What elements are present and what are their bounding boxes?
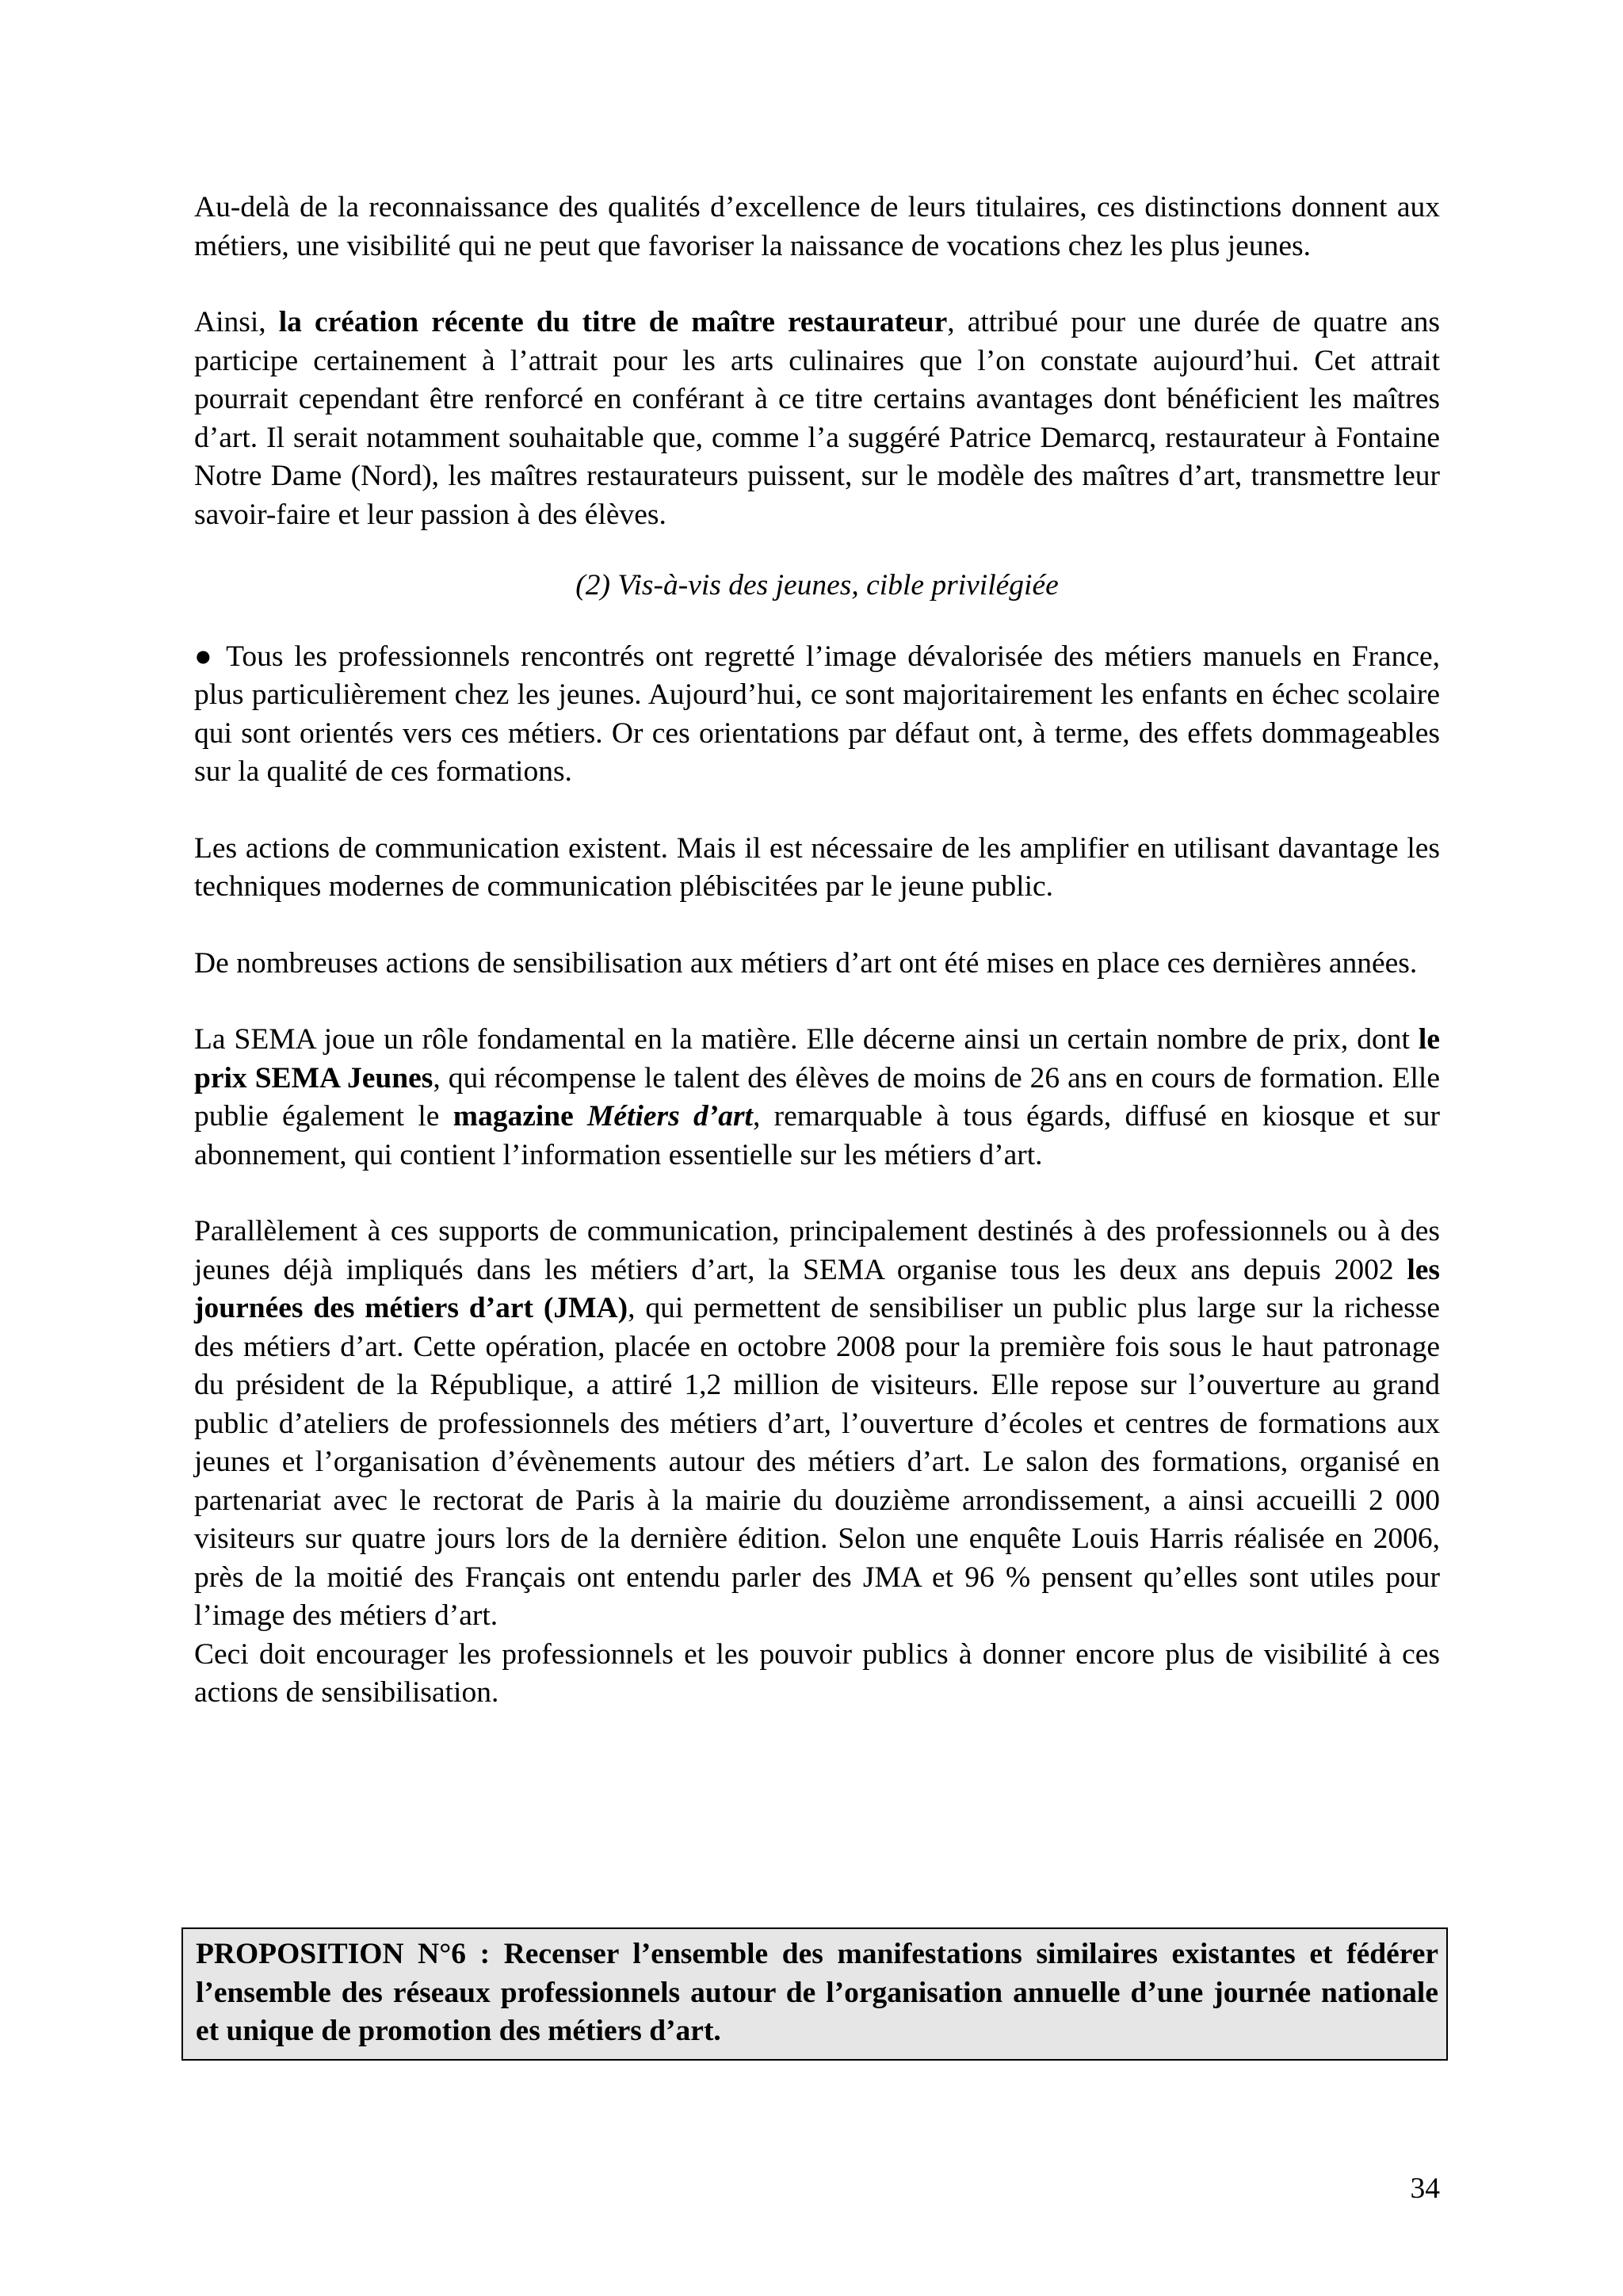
paragraph-actions-sensibilisation: De nombreuses actions de sensibilisation aux métiers d’art ont été mises en place ces dernières années.	[194, 946, 1418, 980]
page-number: 34	[1410, 2172, 1440, 2205]
paragraph-sema-middle: , qui récompense le talent des élèves de moins de 26 ans en cours de formation. Elle publie également le	[194, 1061, 1440, 1133]
paragraph-sema-end: , remarquable à tous égards, diffusé en kiosque et sur abonnement, qui contient l’information essentielle sur les métiers d’art.	[194, 1100, 1440, 1171]
paragraph-jma-emphasis: les journées des métiers d’art (JMA)	[194, 1253, 1440, 1324]
paragraph-actions-communication: Les actions de communication existent. Mais il est nécessaire de les amplifier en utilisant davantage les techniques modernes de communication plébiscitées par le jeune public.	[194, 831, 1440, 903]
paragraph-sema	[194, 1021, 1440, 1175]
paragraph-sema-magazine-title: Métiers d’art	[587, 1100, 753, 1133]
paragraph-conclusion: Ceci doit encourager les professionnels et les pouvoir publics à donner encore plus de visibilité à ces actions de sensibilisation.	[194, 1637, 1440, 1709]
paragraph-jma-rest: , qui permettent de sensibiliser un public plus large sur la richesse des métiers d’art. Cette opération, placée en octobre 2008 pour la première fois sous le haut patronage du président de la République, a attiré 1,2 million de visiteurs. Elle repose sur l’ouverture au grand public d’ateliers de professionnels des métiers d’art, l’ouverture d’écoles et centres de formations aux jeunes et l’organisation d’évènements autour des métiers d’art. Le salon des formations, organisé en partenariat avec le rectorat de Paris à la mairie du douzième arrondissement, a ainsi accueilli 2 000 visiteurs sur quatre jours lors de la dernière édition. Selon une enquête Louis Harris réalisée en 2006, près de la moitié des Français ont entendu parler des JMA et 96 % pensent qu’elles sont utiles pour l’image des métiers d’art.	[194, 1292, 1440, 1632]
paragraph-image-metiers-manuels: ● Tous les professionnels rencontrés ont regretté l’image dévalorisée des métiers manuels en France, plus particulièrement chez les jeunes. Aujourd’hui, ce sont majoritairement les enfants en échec scolaire qui sont orientés vers ces métiers. Or ces orientations par défaut ont, à terme, des effets dommageables sur la qualité de ces formations.	[194, 640, 1440, 788]
paragraph-sema-prix: le prix SEMA Jeunes	[194, 1023, 1440, 1095]
paragraph-jma-intro: Parallèlement à ces supports de communication, principalement destinés à des professionnels ou à des jeunes déjà impliqués dans les métiers d’art, la SEMA organise tous les deux ans depuis 2002	[194, 1215, 1440, 1286]
paragraph-maitre-restaurateur-intro: Ainsi,	[194, 306, 279, 338]
paragraph-jma	[194, 1213, 1440, 1636]
paragraph-sema-magazine: magazine	[453, 1100, 588, 1133]
document-body	[194, 189, 1440, 1713]
paragraph-distinctions: Au-delà de la reconnaissance des qualités d’excellence de leurs titulaires, ces distinctions donnent aux métiers, une visibilité qui ne peut que favoriser la naissance de vocations chez les plus jeunes.	[194, 191, 1440, 262]
paragraph-sema-intro: La SEMA joue un rôle fondamental en la matière. Elle décerne ainsi un certain nombre de prix, dont	[194, 1023, 1419, 1056]
paragraph-maitre-restaurateur	[194, 304, 1440, 534]
section-subheading: (2) Vis-à-vis des jeunes, cible privilégiée	[575, 569, 1059, 602]
proposition-box: PROPOSITION N°6 : Recenser l’ensemble des manifestations similaires existantes et fédérer l’ensemble des réseaux professionnels autour de l’organisation annuelle d’une journée nationale et unique de promotion des métiers d’art.	[181, 1927, 1448, 2061]
paragraph-maitre-restaurateur-emphasis: la création récente du titre de maître restaurateur	[278, 306, 948, 338]
paragraph-maitre-restaurateur-rest: , attribué pour une durée de quatre ans participe certainement à l’attrait pour les arts culinaires que l’on constate aujourd’hui. Cet attrait pourrait cependant être renforcé en conférant à ce titre certains avantages dont bénéficient les maîtres d’art. Il serait notamment souhaitable que, comme l’a suggéré Patrice Demarcq, restaurateur à Fontaine Notre Dame (Nord), les maîtres restaurateurs puissent, sur le modèle des maîtres d’art, transmettre leur savoir-faire et leur passion à des élèves.	[194, 306, 1440, 531]
